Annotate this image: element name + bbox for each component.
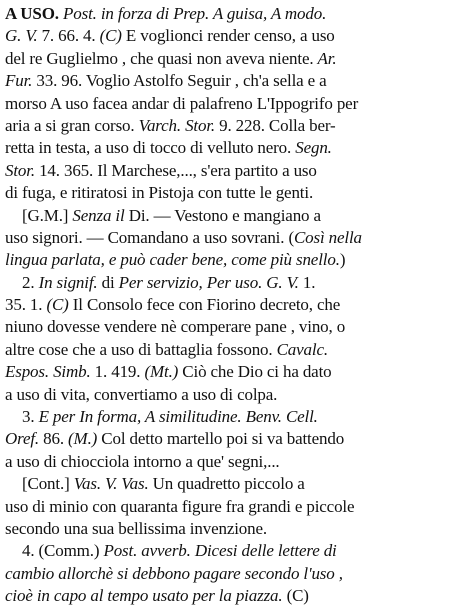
text-run: 14. 365. Il Marchese,..., s'era partito a uso bbox=[34, 160, 317, 180]
text-run: Un quadretto piccolo a bbox=[148, 474, 305, 494]
entry-line bbox=[5, 70, 469, 92]
text-run: 33. 96. Voglio Astolfo Seguir , ch'a sella e a bbox=[32, 71, 327, 91]
entry-line bbox=[5, 384, 469, 406]
text-run: 1. bbox=[298, 272, 316, 292]
italic-text: (C) bbox=[46, 295, 69, 315]
text-run: di fuga, e ritiratosi in Pistoja con tutte le genti. bbox=[5, 183, 314, 203]
text-run: di bbox=[97, 272, 119, 292]
italic-text: Oref. bbox=[5, 429, 40, 449]
italic-text: Stor. bbox=[5, 160, 35, 180]
entry-line bbox=[5, 137, 469, 159]
italic-text: Post. avverb. Dicesi delle lettere di bbox=[103, 541, 337, 561]
entry-line bbox=[5, 48, 469, 70]
text-run: retta in testa, a uso di tocco di velluto nero. bbox=[5, 138, 296, 158]
headword: A USO. bbox=[5, 4, 59, 23]
text-run: (C) bbox=[282, 586, 309, 606]
text-run: aria a si gran corso. bbox=[5, 115, 139, 135]
text-run: uso di minio con quaranta figure fra grandi e piccole bbox=[5, 496, 355, 516]
entry-line bbox=[5, 294, 469, 316]
entry-line bbox=[5, 93, 469, 115]
italic-text: Per servizio, Per uso. G. V. bbox=[118, 272, 299, 292]
text-run: [Cont.] bbox=[22, 474, 74, 494]
entry-line bbox=[5, 3, 469, 25]
entry-line bbox=[5, 406, 469, 428]
entry-line bbox=[5, 428, 469, 450]
entry-line bbox=[5, 451, 469, 473]
text-run: morso A uso facea andar di palafreno L'Ippogrifo per bbox=[5, 93, 359, 113]
italic-text: (M.) bbox=[68, 429, 98, 449]
entry-line bbox=[5, 205, 469, 227]
text-run: del re Guglielmo , che quasi non aveva niente. bbox=[5, 48, 318, 68]
text-run: ) bbox=[339, 250, 346, 270]
italic-text: (C) bbox=[99, 26, 122, 46]
entry-line bbox=[5, 473, 469, 495]
entry-line bbox=[5, 540, 469, 562]
text-run: 7. 66. 4. bbox=[37, 26, 100, 46]
text-run: Col detto martello poi si va battendo bbox=[97, 429, 345, 449]
italic-text: Così nella bbox=[293, 227, 362, 247]
text-run: 3. bbox=[22, 407, 39, 427]
text-run: Ciò che Dio ci ha dato bbox=[178, 362, 332, 382]
italic-text: Fur. bbox=[5, 71, 33, 91]
dictionary-entry bbox=[5, 3, 469, 608]
text-run: Di. — Vestono e mangiano a bbox=[124, 205, 321, 225]
entry-line bbox=[5, 585, 469, 607]
text-run: 1. 419. bbox=[90, 362, 145, 382]
entry-line bbox=[5, 272, 469, 294]
italic-text: Cavalc. bbox=[276, 339, 328, 359]
italic-text: Vas. V. Vas. bbox=[73, 474, 149, 494]
text-run: 4. (Comm.) bbox=[22, 541, 104, 561]
text-run: 2. bbox=[22, 272, 39, 292]
text-run: Il Consolo fece con Fiorino decreto, che bbox=[68, 295, 341, 315]
entry-line bbox=[5, 25, 469, 47]
text-run: uso signori. — Comandano a uso sovrani. ( bbox=[5, 227, 294, 247]
italic-text: lingua parlata, e può cader bene, come più snello. bbox=[5, 250, 340, 270]
text-run: 86. bbox=[39, 429, 69, 449]
text-run: 35. 1. bbox=[5, 295, 47, 315]
entry-line bbox=[5, 339, 469, 361]
text-run: altre cose che a uso di battaglia fossono. bbox=[5, 339, 277, 359]
italic-text: cambio allorchè si debbono pagare secondo l'uso , bbox=[5, 563, 343, 583]
entry-line bbox=[5, 518, 469, 540]
entry-line bbox=[5, 160, 469, 182]
italic-text: Senza il bbox=[72, 205, 125, 225]
italic-text: Post. in forza di Prep. A guisa, A modo. bbox=[63, 4, 327, 23]
italic-text: In signif. bbox=[38, 272, 98, 292]
entry-line bbox=[5, 496, 469, 518]
italic-text: Segn. bbox=[295, 138, 332, 158]
italic-text: Varch. Stor. bbox=[138, 115, 216, 135]
text-run: niuno dovesse vendere nè comperare pane , vino, o bbox=[5, 317, 346, 337]
entry-line bbox=[5, 227, 469, 249]
text-run: a uso di vita, convertiamo a uso di colpa. bbox=[5, 384, 278, 404]
text-run: secondo una sua bellissima invenzione. bbox=[5, 518, 267, 538]
italic-text: G. V. bbox=[5, 26, 38, 46]
text-run: [G.M.] bbox=[22, 205, 73, 225]
italic-text: Espos. Simb. bbox=[5, 362, 91, 382]
entry-line bbox=[5, 316, 469, 338]
entry-line bbox=[5, 361, 469, 383]
italic-text: (Mt.) bbox=[144, 362, 179, 382]
entry-line bbox=[5, 249, 469, 271]
text-run: E voglionci render censo, a uso bbox=[121, 26, 335, 46]
italic-text: cioè in capo al tempo usato per la piazza. bbox=[5, 586, 283, 606]
text-run: a uso di chiocciola intorno a que' segni,... bbox=[5, 451, 280, 471]
text-run: 9. 228. Colla ber- bbox=[215, 115, 336, 135]
entry-line bbox=[5, 182, 469, 204]
italic-text: E per In forma, A similitudine. Benv. Cell. bbox=[38, 407, 318, 427]
italic-text: Ar. bbox=[317, 48, 337, 68]
entry-line bbox=[5, 115, 469, 137]
